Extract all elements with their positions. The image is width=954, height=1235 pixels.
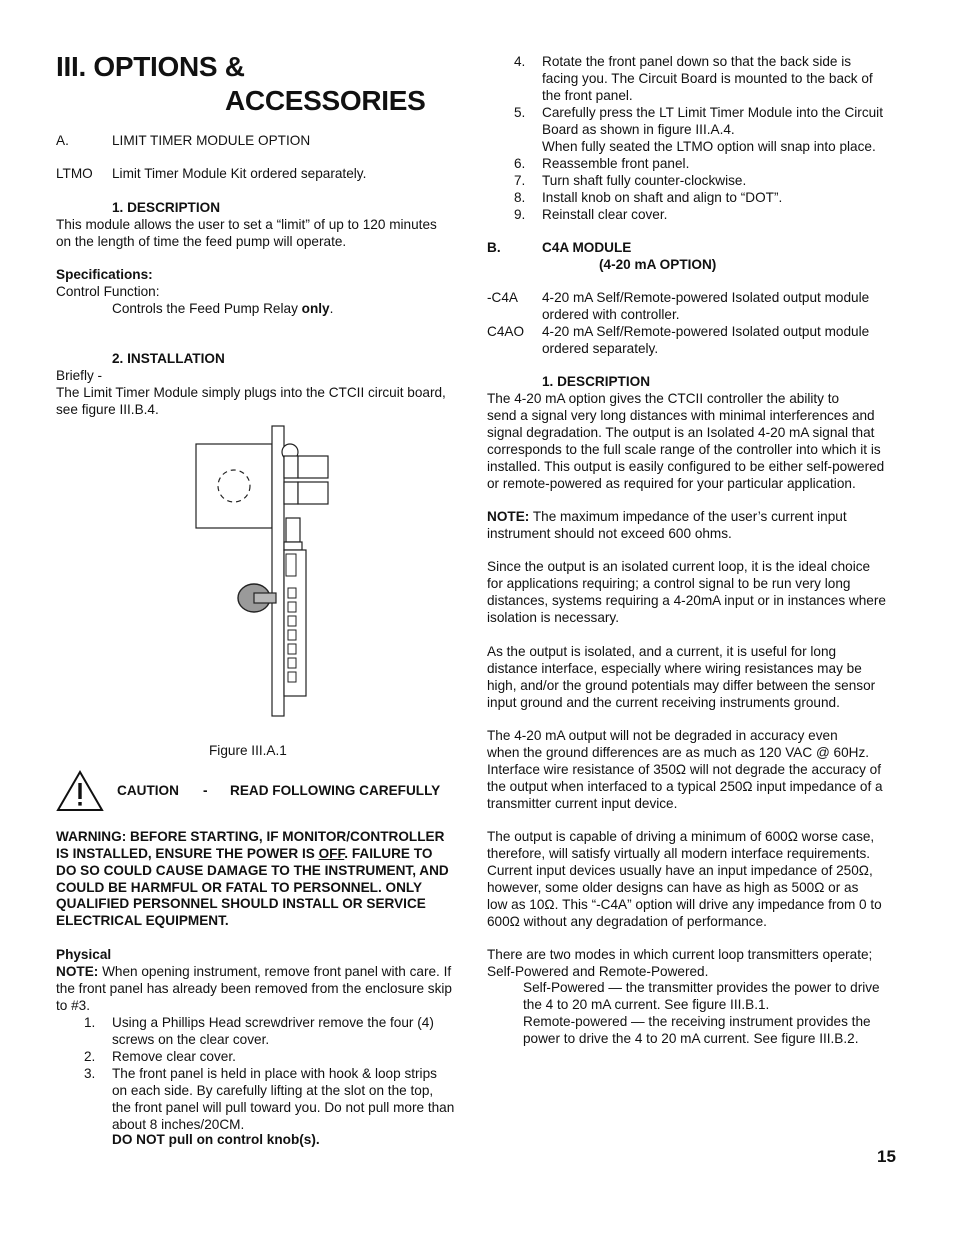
paragraph-line: Self-Powered — the transmitter provides the power to drive bbox=[523, 980, 880, 995]
physical-note: NOTE: When opening instrument, remove front panel with care. If bbox=[56, 964, 452, 979]
panel-box bbox=[196, 444, 272, 528]
paragraph-line: or remote-powered as required for your particular application. bbox=[487, 476, 856, 491]
step-number: 2. bbox=[84, 1049, 96, 1064]
description-text: This module allows the user to set a “limit” of up to 120 minutes bbox=[56, 217, 437, 232]
step-text: Reassemble front panel. bbox=[542, 156, 690, 171]
step-text: on each side. By carefully lifting at the slot on the top, bbox=[112, 1083, 434, 1098]
specifications-heading: Specifications: bbox=[56, 267, 153, 282]
step-text: Install knob on shaft and align to “DOT”. bbox=[542, 190, 783, 205]
step-text: The front panel is held in place with hook & loop strips bbox=[112, 1066, 437, 1081]
option-desc: 4-20 mA Self/Remote-powered Isolated output module bbox=[542, 324, 870, 339]
section-b-title: C4A MODULE bbox=[542, 240, 632, 255]
paragraph-line: Self-Powered and Remote-Powered. bbox=[487, 964, 709, 979]
control-function-text: Controls the Feed Pump Relay only. bbox=[112, 301, 334, 316]
paragraph-line: The 4-20 mA option gives the CTCII controller the ability to bbox=[487, 391, 840, 406]
ltmo-desc: Limit Timer Module Kit ordered separately. bbox=[112, 166, 367, 181]
warning-text: IS INSTALLED, ENSURE THE POWER IS OFF. FAILURE TO bbox=[56, 846, 433, 861]
step-number: 9. bbox=[514, 207, 526, 222]
section-b-letter: B. bbox=[487, 240, 501, 255]
paragraph-line: power to drive the 4 to 20 mA current. See figure III.B.2. bbox=[523, 1031, 859, 1046]
paragraph-line: As the output is isolated, and a current, it is useful for long bbox=[487, 644, 837, 659]
paragraph-line: Current input devices usually have an input impedance of 250Ω, bbox=[487, 863, 873, 878]
paragraph-line: transmitter current input device. bbox=[487, 796, 678, 811]
paragraph-line: send a signal very long distances with minimal interferences and bbox=[487, 408, 875, 423]
paragraph-line: distance interface, especially where wiring resistances may be bbox=[487, 661, 862, 676]
step-number: 4. bbox=[514, 54, 526, 69]
installation-briefly: Briefly - bbox=[56, 368, 103, 383]
caution-text: READ FOLLOWING CAREFULLY bbox=[230, 783, 441, 798]
ltmo-code: LTMO bbox=[56, 166, 93, 181]
paragraph-line: for applications requiring; a control signal to be run very long bbox=[487, 576, 851, 591]
off-emphasis: OFF bbox=[318, 846, 345, 861]
limit-timer-module-figure bbox=[190, 420, 340, 720]
step-text: Remove clear cover. bbox=[112, 1049, 236, 1064]
option-desc: 4-20 mA Self/Remote-powered Isolated output module bbox=[542, 290, 870, 305]
c4a-note: NOTE: The maximum impedance of the user’s current input bbox=[487, 509, 847, 524]
caution-triangle-icon bbox=[56, 770, 104, 812]
paragraph-line: corresponds to the full scale range of the controller into which it is bbox=[487, 442, 881, 457]
paragraph-line: Remote-powered — the receiving instrument provides the bbox=[523, 1014, 871, 1029]
paragraph-line: 600Ω without any degradation of performance. bbox=[487, 914, 767, 929]
option-desc: ordered with controller. bbox=[542, 307, 680, 322]
step-text: Carefully press the LT Limit Timer Module into the Circuit bbox=[542, 105, 883, 120]
paragraph-line: input ground and the current receiving instruments ground. bbox=[487, 695, 840, 710]
installation-text: The Limit Timer Module simply plugs into the CTCII circuit board, bbox=[56, 385, 446, 400]
step-text: Using a Phillips Head screwdriver remove the four (4) bbox=[112, 1015, 434, 1030]
physical-note: the front panel has already been removed from the enclosure skip bbox=[56, 981, 452, 996]
paragraph-line: therefore, will satisfy virtually all modern interface requirements. bbox=[487, 846, 871, 861]
step-text: Turn shaft fully counter-clockwise. bbox=[542, 173, 747, 188]
step-text: Rotate the front panel down so that the back side is bbox=[542, 54, 852, 69]
physical-note: to #3. bbox=[56, 998, 91, 1013]
step-number: 7. bbox=[514, 173, 526, 188]
caution-label: CAUTION bbox=[117, 783, 179, 798]
page-title-line1: III. OPTIONS & bbox=[56, 51, 245, 82]
paragraph-line: distances, systems requiring a 4-20mA input or in instances where bbox=[487, 593, 886, 608]
step-text: the front panel will pull toward you. Do not pull more than bbox=[112, 1100, 455, 1115]
paragraph-line: however, some older designs can have as high as 500Ω or as bbox=[487, 880, 859, 895]
step-text: Board as shown in figure III.A.4. bbox=[542, 122, 735, 137]
step-text: the front panel. bbox=[542, 88, 633, 103]
figure-caption: Figure III.A.1 bbox=[209, 743, 287, 758]
description-heading: 1. DESCRIPTION bbox=[112, 200, 221, 215]
c4a-note: instrument should not exceed 600 ohms. bbox=[487, 526, 732, 541]
option-code: C4AO bbox=[487, 324, 525, 339]
paragraph-line: when the ground differences are as much as 120 VAC @ 60Hz. bbox=[487, 745, 870, 760]
paragraph-line: The output is capable of driving a minimum of 600Ω worse case, bbox=[487, 829, 875, 844]
description-text: on the length of time the feed pump will operate. bbox=[56, 234, 347, 249]
paragraph-line: signal degradation. The output is an Isolated 4-20 mA signal that bbox=[487, 425, 875, 440]
paragraph-line: the 4 to 20 mA current. See figure III.B.1. bbox=[523, 997, 770, 1012]
installation-text: see figure III.B.4. bbox=[56, 402, 159, 417]
section-b-subtitle: (4-20 mA OPTION) bbox=[599, 257, 717, 272]
warning-text: ELECTRICAL EQUIPMENT. bbox=[56, 913, 229, 928]
circuit-board bbox=[272, 426, 284, 716]
paragraph-line: isolation is necessary. bbox=[487, 610, 619, 625]
step-number: 6. bbox=[514, 156, 526, 171]
step3-warning: DO NOT pull on control knob(s). bbox=[112, 1132, 320, 1147]
section-a-letter: A. bbox=[56, 133, 69, 148]
installation-heading: 2. INSTALLATION bbox=[112, 351, 225, 366]
step-number: 1. bbox=[84, 1015, 96, 1030]
section-a-title: LIMIT TIMER MODULE OPTION bbox=[112, 133, 311, 148]
paragraph-line: The 4-20 mA output will not be degraded in accuracy even bbox=[487, 728, 838, 743]
paragraph-line: Since the output is an isolated current loop, it is the ideal choice bbox=[487, 559, 871, 574]
warning-text: DO SO COULD CAUSE DAMAGE TO THE INSTRUMENT, AND bbox=[56, 863, 449, 878]
control-function-label: Control Function: bbox=[56, 284, 160, 299]
step-number: 8. bbox=[514, 190, 526, 205]
step-number: 3. bbox=[84, 1066, 96, 1081]
caution-dash: - bbox=[203, 783, 208, 798]
paragraph-line: low as 10Ω. This “-C4A” option will drive any impedance from 0 to bbox=[487, 897, 882, 912]
paragraph-line: Interface wire resistance of 350Ω will not degrade the accuracy of bbox=[487, 762, 882, 777]
option-code: -C4A bbox=[487, 290, 518, 305]
page-number: 15 bbox=[877, 1147, 896, 1166]
step-text: Reinstall clear cover. bbox=[542, 207, 668, 222]
warning-text: WARNING: BEFORE STARTING, IF MONITOR/CONTROLLER bbox=[56, 829, 445, 844]
page-title-line2: ACCESSORIES bbox=[225, 85, 426, 116]
step-text: When fully seated the LTMO option will snap into place. bbox=[542, 139, 876, 154]
warning-text: COULD BE HARMFUL OR FATAL TO PERSONNEL. ONLY bbox=[56, 880, 423, 895]
step-text: screws on the clear cover. bbox=[112, 1032, 270, 1047]
paragraph-line: the output when interfaced to a typical 250Ω input impedance of a bbox=[487, 779, 883, 794]
warning-text: QUALIFIED PERSONNEL SHOULD INSTALL OR SERVICE bbox=[56, 896, 426, 911]
physical-heading: Physical bbox=[56, 947, 112, 962]
option-desc: ordered separately. bbox=[542, 341, 659, 356]
step-number: 5. bbox=[514, 105, 526, 120]
paragraph-line: There are two modes in which current loop transmitters operate; bbox=[487, 947, 873, 962]
step-text: about 8 inches/20CM. bbox=[112, 1117, 245, 1132]
paragraph-line: installed. This output is easily configured to be either self-powered bbox=[487, 459, 885, 474]
only-emphasis: only bbox=[301, 301, 330, 316]
c4a-description-heading: 1. DESCRIPTION bbox=[542, 374, 651, 389]
paragraph-line: high, and/or the ground potentials may differ between the sensor bbox=[487, 678, 876, 693]
step-text: facing you. The Circuit Board is mounted to the back of bbox=[542, 71, 873, 86]
